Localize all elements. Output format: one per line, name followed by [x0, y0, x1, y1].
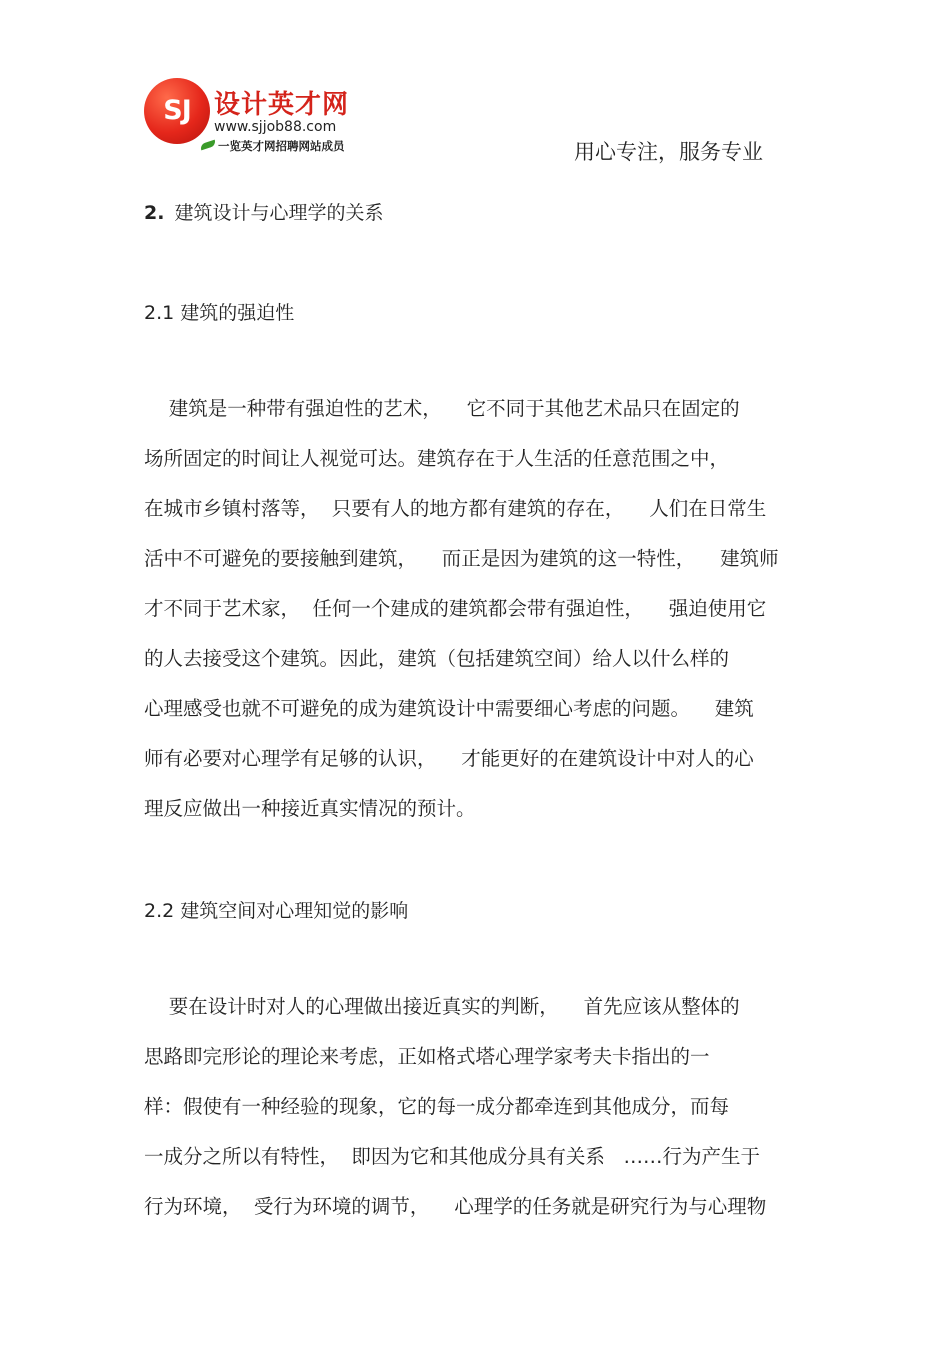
logo-emblem-text: SJ	[163, 95, 191, 126]
text-line: 活中不可避免的要接触到建筑， 而正是因为建筑的这一特性， 建筑师	[144, 547, 779, 570]
section-heading	[144, 198, 383, 225]
text-line: 思路即完形论的理论来考虑，正如格式塔心理学家考夫卡指出的一	[144, 1045, 710, 1068]
text-line: 场所固定的时间让人视觉可达。建筑存在于人生活的任意范围之中，	[144, 447, 730, 470]
paragraph-coerciveness	[144, 396, 814, 846]
text-line: 才不同于艺术家， 任何一个建成的建筑都会带有强迫性， 强迫使用它	[144, 597, 767, 620]
logo-site-name: 设计英才网	[214, 90, 350, 120]
subsection-heading-2-1: 2.1 建筑的强迫性	[144, 302, 295, 324]
text-line: 理反应做出一种接近真实情况的预计。	[144, 797, 476, 820]
section-number: 2.	[144, 202, 165, 224]
header-slogan: 用心专注，服务专业	[574, 140, 763, 164]
section-title: 建筑设计与心理学的关系	[174, 202, 384, 224]
subsection-heading-2-2: 2.2 建筑空间对心理知觉的影响	[144, 900, 409, 922]
text-line: 建筑是一种带有强迫性的艺术， 它不同于其他艺术品只在固定的	[144, 397, 740, 420]
text-line: 要在设计时对人的心理做出接近真实的判断， 首先应该从整体的	[144, 995, 740, 1018]
text-line: 行为环境， 受行为环境的调节， 心理学的任务就是研究行为与心理物	[144, 1195, 767, 1218]
text-line: 心理感受也就不可避免的成为建筑设计中需要细心考虑的问题。 建筑	[144, 697, 754, 720]
text-line: 的人去接受这个建筑。因此，建筑（包括建筑空间）给人以什么样的	[144, 647, 730, 670]
logo-tagline: 一览英才网招聘网站成员	[218, 139, 345, 153]
text-line: 一成分之所以有特性， 即因为它和其他成分具有关系 ……行为产生于	[144, 1145, 760, 1168]
text-line: 样：假使有一种经验的现象，它的每一成分都牵连到其他成分，而每	[144, 1095, 730, 1118]
paragraph-perception	[144, 994, 814, 1244]
logo-emblem	[144, 78, 210, 144]
text-line: 师有必要对心理学有足够的认识， 才能更好的在建筑设计中对人的心	[144, 747, 754, 770]
text-line: 在城市乡镇村落等， 只要有人的地方都有建筑的存在， 人们在日常生	[144, 497, 767, 520]
site-logo	[144, 74, 394, 160]
logo-url: www.sjjob88.com	[214, 119, 337, 135]
